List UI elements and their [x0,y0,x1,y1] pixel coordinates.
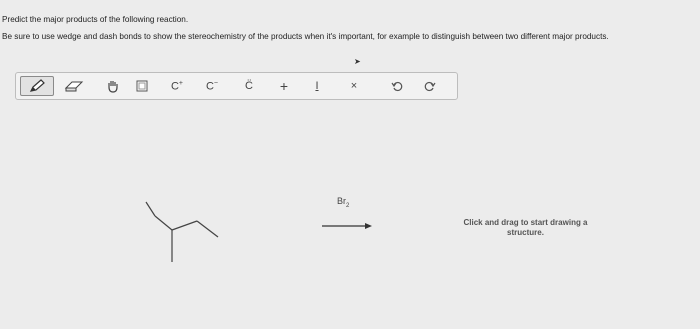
undo-button[interactable] [390,76,404,96]
pencil-tool-button[interactable] [20,76,54,96]
canvas-hint: Click and drag to start drawing a structure. [463,218,588,237]
lone-pair-tool-button[interactable]: C̈ [245,80,253,92]
redo-button[interactable] [423,76,437,96]
carbanion-tool-button[interactable]: C− [205,79,219,93]
plus-tool-button[interactable]: + [279,78,289,94]
pencil-icon [28,79,46,93]
hand-tool-button[interactable] [105,76,121,96]
copy-icon [136,80,148,92]
eraser-tool-button[interactable] [63,76,85,96]
drawing-toolbar [15,72,458,100]
text-tool-button[interactable]: I [315,80,319,92]
hand-icon [106,79,120,93]
undo-icon [391,80,403,92]
drawing-canvas[interactable] [0,100,700,329]
mouse-cursor-icon: ➤ [354,57,361,66]
reagent-label: $Br_2$ [337,196,350,209]
question-line-1: Predict the major products of the following reaction. [2,15,189,24]
eraser-icon [64,80,84,92]
clear-tool-button[interactable]: × [350,80,358,92]
copy-tool-button[interactable] [135,76,149,96]
question-line-2: Be sure to use wedge and dash bonds to show the stereochemistry of the products when it's important, for example to distinguish between two different major products. [2,32,609,41]
carbocation-tool-button[interactable]: C+ [170,79,184,93]
redo-icon [424,80,436,92]
